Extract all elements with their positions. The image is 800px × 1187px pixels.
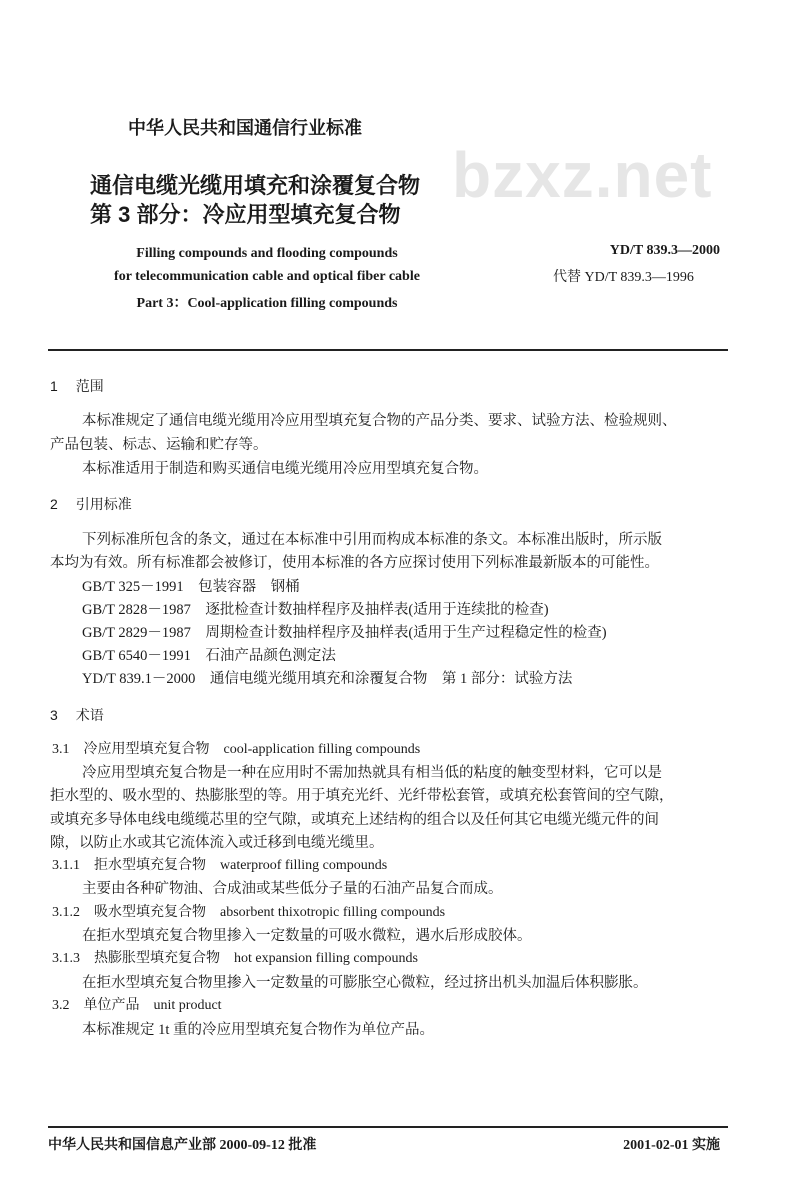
reference-code: GB/T 2829－1987 <box>82 625 191 641</box>
paragraph-line: 本标准规定 1t 重的冷应用型填充复合物作为单位产品。 <box>82 1022 435 1038</box>
term-en: absorbent thixotropic filling compounds <box>220 905 446 920</box>
standard-org-title: 中华人民共和国通信行业标准 <box>128 118 362 138</box>
term-number: 3.1.3 <box>52 951 80 966</box>
reference-title: 周期检查计数抽样程序及抽样表(适用于生产过程稳定性的检查) <box>205 625 607 641</box>
section-1-heading <box>50 376 104 396</box>
section-3-heading <box>50 705 104 725</box>
paragraph-line: 下列标准所包含的条文，通过在本标准中引用而构成本标准的条文。本标准出版时，所示版 <box>82 532 662 548</box>
section-title: 引用标准 <box>75 496 132 512</box>
term-cn: 热膨胀型填充复合物 <box>94 951 220 966</box>
reference-title: 通信电缆光缆用填充和涂覆复合物 第 1 部分：试验方法 <box>209 671 573 687</box>
term-3-1-2-heading <box>52 901 445 921</box>
paragraph-line: 本标准适用于制造和购买通信电缆光缆用冷应用型填充复合物。 <box>82 461 488 477</box>
paragraph-line: 主要由各种矿物油、合成油或某些低分子量的石油产品复合而成。 <box>82 881 503 897</box>
term-3-1-3-heading <box>52 947 418 967</box>
watermark: bzxz.net <box>452 139 713 211</box>
footer-rule <box>48 1126 728 1128</box>
section-2-heading <box>50 494 132 514</box>
standard-code: YD/T 839.3—2000 <box>609 243 720 258</box>
paragraph-line: 冷应用型填充复合物是一种在应用时不需加热就具有相当低的粘度的触变型材料，它可以是 <box>82 765 662 781</box>
paragraph-line: 在拒水型填充复合物里掺入一定数量的可吸水微粒，遇水后形成胶体。 <box>82 928 532 944</box>
reference-code: GB/T 6540－1991 <box>82 648 191 664</box>
paragraph-line: 产品包装、标志、运输和贮存等。 <box>50 437 268 453</box>
reference-item <box>82 667 572 688</box>
term-cn: 吸水型填充复合物 <box>94 905 206 920</box>
term-en: unit product <box>153 998 222 1013</box>
reference-item <box>82 621 607 642</box>
reference-code: YD/T 839.1－2000 <box>82 671 196 687</box>
title-en-line-2: for telecommunication cable and optical fiber cable <box>114 269 420 284</box>
term-en: cool-application filling compounds <box>223 742 421 757</box>
title-en-line-3: Part 3：Cool-application filling compounds <box>136 296 398 311</box>
title-cn-line-2: 第 3 部分：冷应用型填充复合物 <box>90 202 401 227</box>
reference-code: GB/T 2828－1987 <box>82 602 191 618</box>
term-3-1-heading <box>52 738 420 758</box>
term-number: 3.1.2 <box>52 905 80 920</box>
section-title: 范围 <box>75 378 104 394</box>
term-en: hot expansion filling compounds <box>234 951 418 966</box>
term-3-2-heading <box>52 994 222 1014</box>
reference-item <box>82 598 549 619</box>
reference-code: GB/T 325－1991 <box>82 579 184 595</box>
term-cn: 单位产品 <box>83 998 140 1013</box>
paragraph-line: 或填充多导体电线电缆缆芯里的空气隙，或填充上述结构的组合以及任何其它电缆光缆元件的间 <box>50 812 659 828</box>
title-en-line-1: Filling compounds and flooding compounds <box>136 246 398 261</box>
term-number: 3.1.1 <box>52 858 80 873</box>
replaces-code: 代替 YD/T 839.3—1996 <box>553 270 694 285</box>
paragraph-line: 本均为有效。所有标准都会被修订，使用本标准的各方应探讨使用下列标准最新版本的可能性。 <box>50 555 659 571</box>
approval-date: 中华人民共和国信息产业部 2000-09-12 批准 <box>48 1138 317 1153</box>
header-rule <box>48 349 728 351</box>
reference-item <box>82 575 300 596</box>
term-cn: 拒水型填充复合物 <box>94 858 206 873</box>
section-number: 1 <box>50 378 58 394</box>
term-number: 3.1 <box>52 742 70 757</box>
paragraph-line: 本标准规定了通信电缆光缆用冷应用型填充复合物的产品分类、要求、试验方法、检验规则、 <box>82 413 677 429</box>
effective-date: 2001-02-01 实施 <box>623 1138 720 1153</box>
paragraph-line: 在拒水型填充复合物里掺入一定数量的可膨胀空心微粒，经过挤出机头加温后体积膨胀。 <box>82 975 648 991</box>
term-3-1-1-heading <box>52 854 387 874</box>
section-number: 3 <box>50 707 58 723</box>
paragraph-line: 隙，以防止水或其它流体流入或迁移到电缆光缆里。 <box>50 835 384 851</box>
reference-title: 包装容器 钢桶 <box>198 579 300 595</box>
reference-item <box>82 644 336 665</box>
term-number: 3.2 <box>52 998 70 1013</box>
term-en: waterproof filling compounds <box>220 858 388 873</box>
section-title: 术语 <box>75 707 104 723</box>
title-cn-line-1: 通信电缆光缆用填充和涂覆复合物 <box>90 173 421 198</box>
reference-title: 石油产品颜色测定法 <box>205 648 336 664</box>
section-number: 2 <box>50 496 58 512</box>
paragraph-line: 拒水型的、吸水型的、热膨胀型的等。用于填充光纤、光纤带松套管，或填充松套管间的空气隙， <box>50 788 674 804</box>
reference-title: 逐批检查计数抽样程序及抽样表(适用于连续批的检查) <box>205 602 549 618</box>
term-cn: 冷应用型填充复合物 <box>83 742 210 757</box>
